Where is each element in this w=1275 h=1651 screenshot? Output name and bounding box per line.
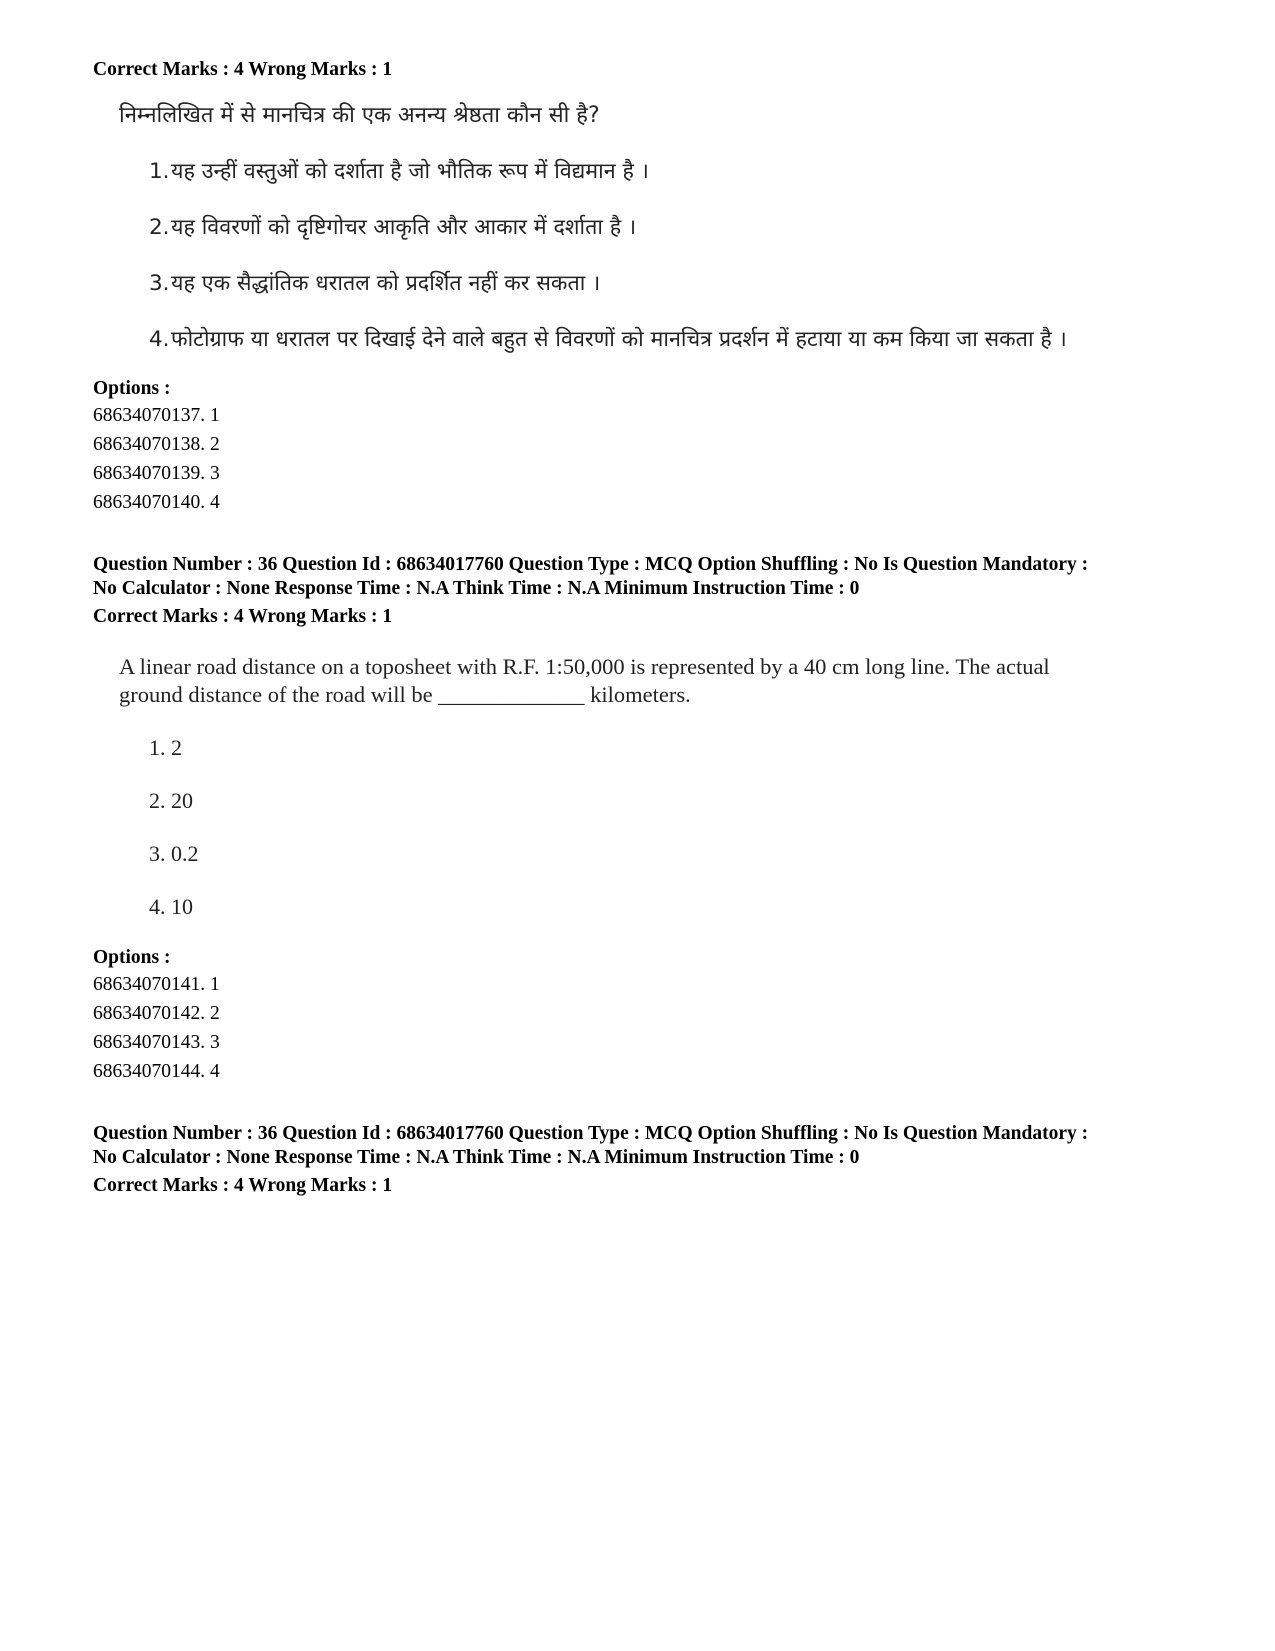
marks-line: Correct Marks : 4 Wrong Marks : 1 bbox=[93, 606, 393, 627]
option-line: 68634070144. 4 bbox=[93, 1061, 220, 1082]
question-text: A linear road distance on a toposheet with R.F. 1:50,000 is represented by a 40 cm long line. The actual ground distance of the road will be _____________ kilometers. bbox=[119, 654, 1050, 707]
choice-item: 4. 10 bbox=[149, 894, 193, 919]
choice-item: 1. 2 bbox=[149, 735, 182, 760]
choice-item: 2. 20 bbox=[149, 788, 193, 813]
question-content bbox=[119, 102, 1193, 355]
choice-item: 3. 0.2 bbox=[149, 841, 199, 866]
option-line: 68634070142. 2 bbox=[93, 1003, 220, 1024]
document-page bbox=[93, 58, 1193, 1198]
question-block-3 bbox=[93, 1122, 1193, 1198]
choice-item bbox=[149, 324, 1193, 355]
question-header: No Calculator : None Response Time : N.A Think Time : N.A Minimum Instruction Time : 0 bbox=[93, 1147, 860, 1168]
option-line: 68634070140. 4 bbox=[93, 492, 220, 513]
question-header: Question Number : 36 Question Id : 68634017760 Question Type : MCQ Option Shuffling : No Is Question Mandatory : bbox=[93, 1123, 1089, 1144]
choice-item bbox=[149, 212, 1193, 243]
option-line: 68634070139. 3 bbox=[93, 463, 220, 484]
question-block-2 bbox=[93, 553, 1193, 1086]
question-block-1 bbox=[93, 58, 1193, 517]
choice-text: फोटोग्राफ या धरातल पर दिखाई देने वाले बहुत से विवरणों को मानचित्र प्रदर्शन में हटाया या कम किया जा सकता है । bbox=[171, 327, 1067, 352]
question-header: No Calculator : None Response Time : N.A Think Time : N.A Minimum Instruction Time : 0 bbox=[93, 578, 860, 599]
marks-line: Correct Marks : 4 Wrong Marks : 1 bbox=[93, 1175, 393, 1196]
option-line: 68634070138. 2 bbox=[93, 434, 220, 455]
choice-number: 1. bbox=[149, 159, 170, 184]
marks-line: Correct Marks : 4 Wrong Marks : 1 bbox=[93, 59, 393, 80]
option-line: 68634070143. 3 bbox=[93, 1032, 220, 1053]
options-label: Options : bbox=[93, 947, 171, 968]
question-content bbox=[119, 653, 1193, 920]
choice-number: 4. bbox=[149, 327, 170, 352]
question-text: निम्नलिखित में से मानचित्र की एक अनन्य श्रेष्ठता कौन सी है? bbox=[119, 103, 600, 128]
choice-text: यह उन्हीं वस्तुओं को दर्शाता है जो भौतिक रूप में विद्यमान है । bbox=[171, 159, 649, 184]
question-header: Question Number : 36 Question Id : 68634017760 Question Type : MCQ Option Shuffling : No Is Question Mandatory : bbox=[93, 554, 1089, 575]
choice-text: यह एक सैद्धांतिक धरातल को प्रदर्शित नहीं कर सकता । bbox=[171, 271, 601, 296]
choice-number: 2. bbox=[149, 215, 170, 240]
choice-number: 3. bbox=[149, 271, 170, 296]
choice-list bbox=[149, 156, 1193, 355]
choice-item bbox=[149, 156, 1193, 187]
choice-list bbox=[149, 735, 1193, 920]
options-label: Options : bbox=[93, 378, 171, 399]
choice-text: यह विवरणों को दृष्टिगोचर आकृति और आकार में दर्शाता है । bbox=[171, 215, 637, 240]
choice-item bbox=[149, 268, 1193, 299]
option-line: 68634070141. 1 bbox=[93, 974, 220, 995]
option-line: 68634070137. 1 bbox=[93, 405, 220, 426]
